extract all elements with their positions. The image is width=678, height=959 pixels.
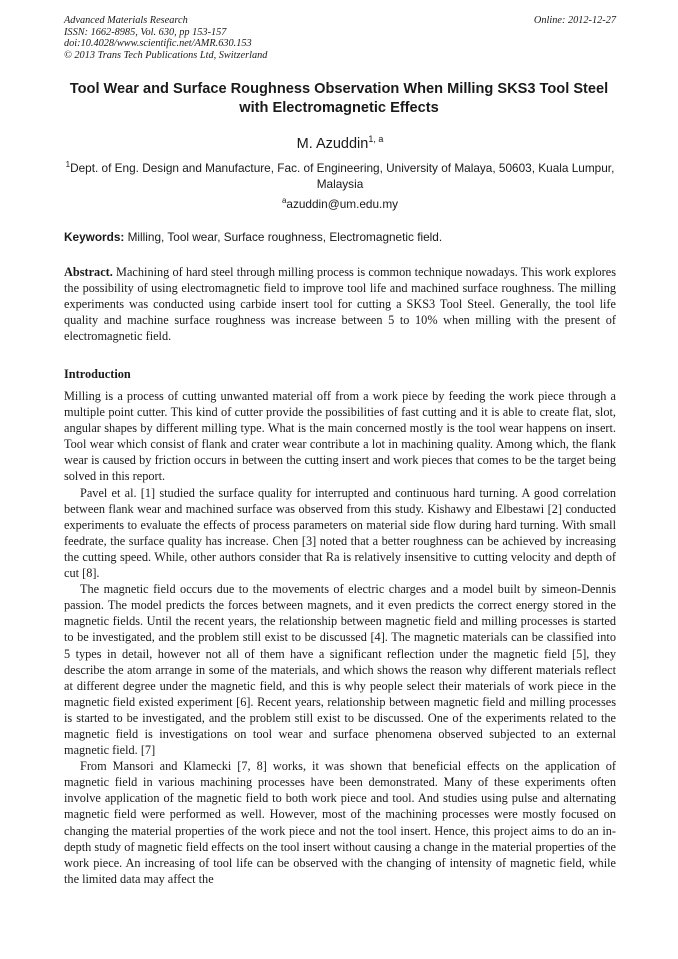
abstract-text: Machining of hard steel through milling process is common technique nowadays. This work explores the possibility of using electromagnetic field to improve tool life and machined surface roughness. The milling experiments was conducted using carbide insert tool for cutting a SKS3 Tool Steel. Generally, the tool life quality and machine surface roughness was increase between 5 to 10% when milling with the present of electromagnetic field.	[64, 265, 616, 344]
author-name: M. Azuddin	[296, 136, 369, 152]
abstract-label: Abstract.	[64, 265, 113, 279]
affiliation	[64, 157, 616, 192]
journal-header	[64, 15, 616, 61]
introduction-body	[64, 388, 616, 887]
section-heading-introduction: Introduction	[64, 367, 131, 381]
author-line	[64, 130, 616, 153]
paragraph: From Mansori and Klamecki [7, 8] works, it was shown that beneficial effects on the application of magnetic field in various machining processes have been demonstrated. Many of these experiments often involve application of the magnetic field to both work piece and tool. And studies using pulse and alternating magnetic field were performed as well. However, most of the machining processes were mostly focused on changing the material properties of the work piece and not the tool insert. Hence, this project aims to do an in-depth study of magnetic field effects on the tool insert without causing a change in the material properties of the work piece. An increasing of tool life can be observed with the changing of intensity of magnetic field, while the limited data may affect the	[64, 759, 616, 886]
issn-line: ISSN: 1662-8985, Vol. 630, pp 153-157	[64, 26, 227, 38]
author-email	[64, 193, 616, 212]
affiliation-superscript: 1	[65, 160, 71, 169]
keywords	[64, 230, 616, 245]
keywords-label: Keywords:	[64, 230, 125, 244]
journal-name: Advanced Materials Research	[64, 15, 188, 26]
paragraph: The magnetic field occurs due to the movements of electric charges and a model built by simeon-Dennis passion. The model predicts the forces between magnets, and it even predicts the correct energy stored in the magnetic fields. Until the recent years, the relationship between magnetic field and milling processes is started to be investigated, and the problem still exist to be discussed [4]. The magnetic materials can be classified into 5 types in detail, however not all of them have a significant reflection under the magnetic field [5], they describe the atom arrange in some of the materials, and which shows the reason why different materials reflect at different degree under the magnetic field, and this is why people select their materials of work piece in the magnetic field existed experiment [6]. Recent years, relationship between magnetic field and milling processes is started to be investigated, and the problem still exist to be discussed. One of the experiments related to the magnetic field is investigations on tool wear and surface phenomena observed subjected to an external magnetic field. [7]	[64, 582, 616, 758]
paragraph: Pavel et al. [1] studied the surface quality for interrupted and continuous hard turning. A good correlation between flank wear and machined surface was observed from this study. Kishawy and Elbestawi [2] conducted experiments to evaluate the effects of process parameters on material side flow during hard turning. With small feedrate, the surface quality has increase. Chen [3] noted that a better roughness can be achieved by increasing the cutting speed. While, other authors consider that Ra is relatively insensitive to cutting velocity and depth of cut [8].	[64, 485, 616, 581]
doi-line: doi:10.4028/www.scientific.net/AMR.630.153	[64, 38, 252, 50]
paragraph: Milling is a process of cutting unwanted material off from a work piece by feeding the work piece through a multiple point cutter. This kind of cutter provide the possibilities of fast cutting and it is able to create flat, slot, angular shapes by different milling type. What is the main concerned mostly is the tool wear happens on insert. Tool wear which consist of flank and crater wear contribute a lot in machining quality. Among which, the flank wear is caused by friction occurs in between the cutting insert and work pieces that comes to be the target being solved in this report.	[64, 389, 616, 484]
email-link[interactable]: azuddin@um.edu.my	[286, 197, 399, 211]
keywords-text: Milling, Tool wear, Surface roughness, Electromagnetic field.	[124, 230, 443, 244]
paper-title: Tool Wear and Surface Roughness Observation When Milling SKS3 Tool Steel with Electromagnetic Effects	[69, 81, 609, 116]
author-superscript: 1, a	[368, 134, 384, 144]
affiliation-text: Dept. of Eng. Design and Manufacture, Fac. of Engineering, University of Malaya, 50603, Kuala Lumpur, Malaysia	[70, 161, 615, 191]
abstract	[64, 264, 616, 344]
online-date: Online: 2012-12-27	[533, 15, 616, 26]
email-superscript: a	[281, 196, 287, 205]
copyright-line: © 2013 Trans Tech Publications Ltd, Switzerland	[64, 49, 268, 61]
